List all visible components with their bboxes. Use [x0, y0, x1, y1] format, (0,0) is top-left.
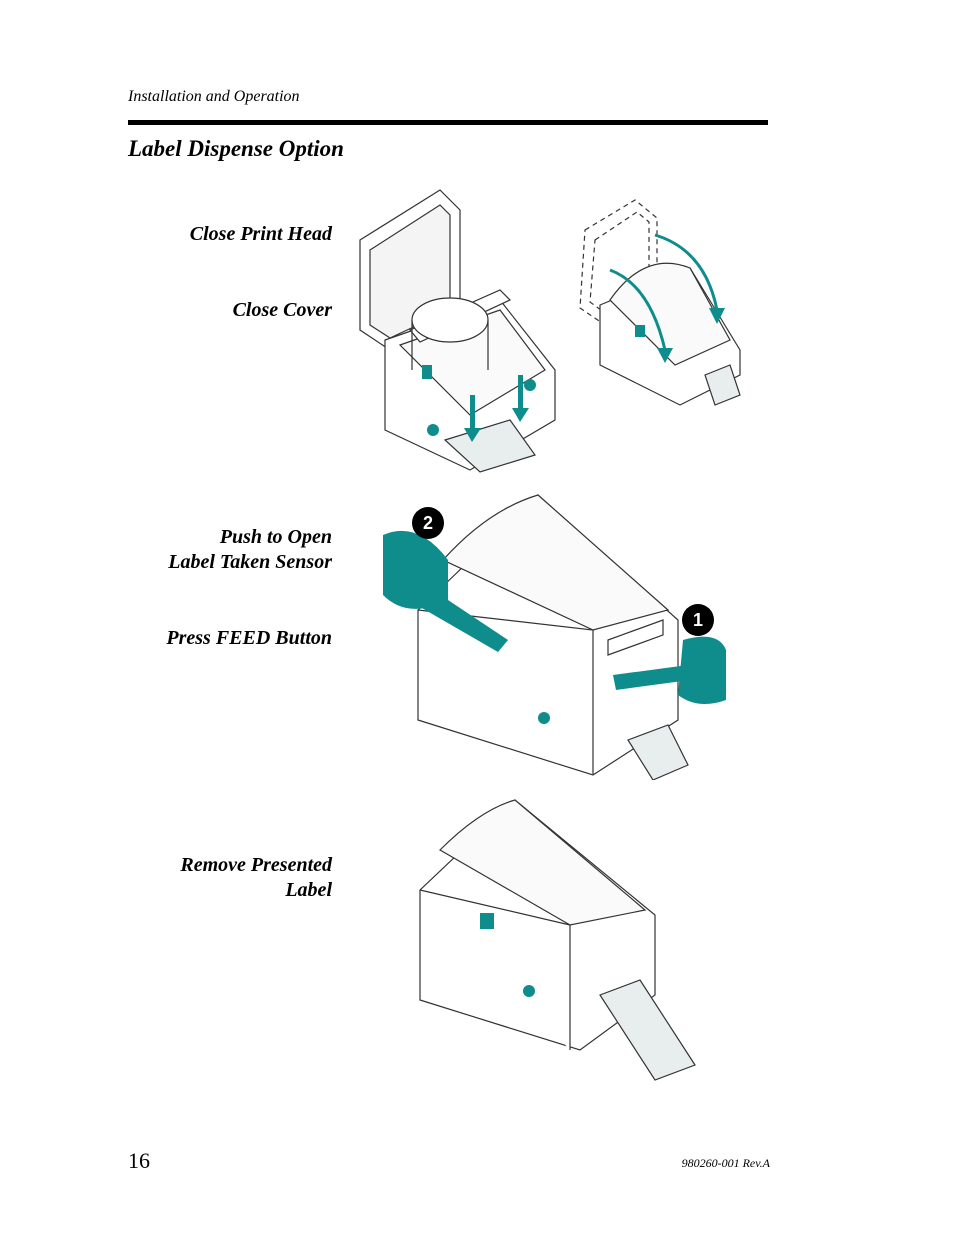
step-press-feed: Press FEED Button [166, 627, 332, 649]
figure-feed-button [378, 490, 738, 780]
header-rule [128, 120, 768, 125]
document-number: 980260-001 Rev.A [681, 1156, 770, 1170]
page-number: 16 [128, 1148, 150, 1173]
step-remove-label: Remove Presented Label [180, 854, 332, 901]
figure-close-cover [565, 190, 765, 415]
callout-step-2: 2 [422, 513, 434, 533]
running-head: Installation and Operation [128, 88, 300, 105]
figure-open-printer [350, 180, 570, 480]
callout-step-1: 1 [692, 610, 704, 630]
step-close-cover: Close Cover [232, 299, 332, 321]
figure-remove-label [405, 795, 705, 1085]
step-push-to-open: Push to Open Label Taken Sensor [168, 526, 332, 573]
section-title: Label Dispense Option [128, 136, 344, 161]
step-close-print-head: Close Print Head [189, 223, 332, 245]
